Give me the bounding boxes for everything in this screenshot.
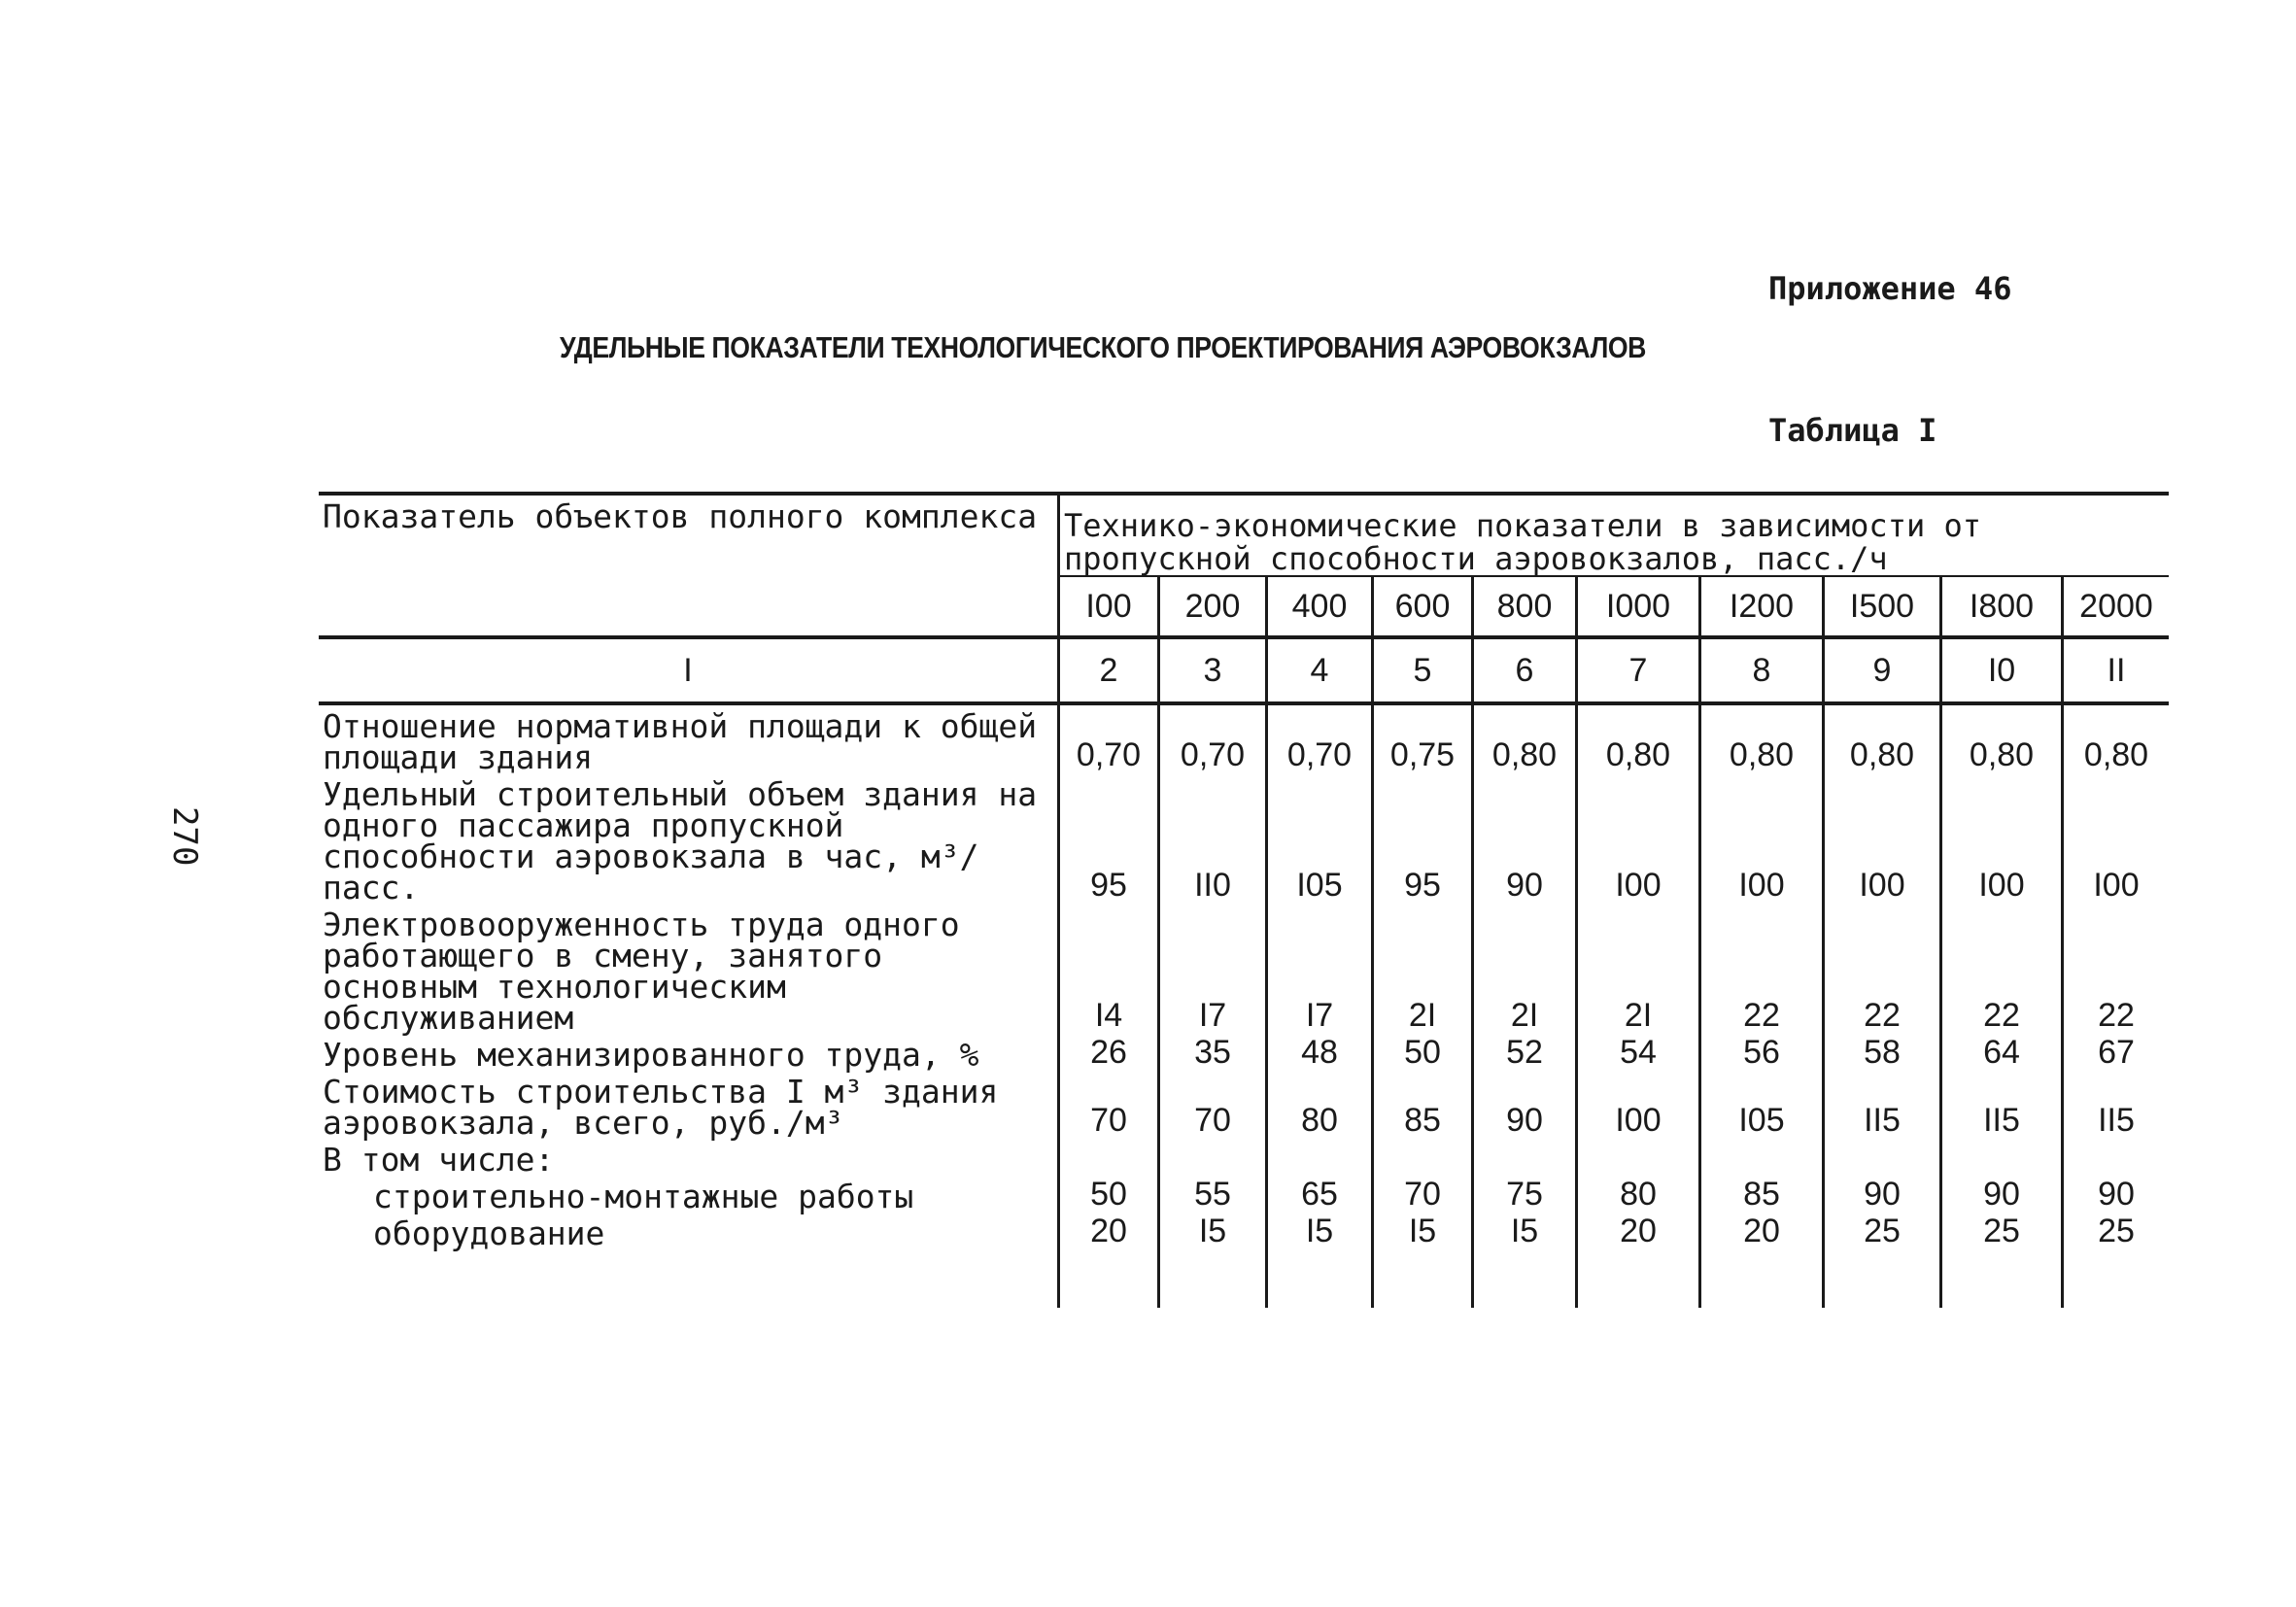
capacity-cell: I200: [1700, 576, 1824, 637]
value-cell: 20: [1577, 1213, 1700, 1249]
page-number: 270: [165, 806, 204, 867]
tail-cell: [1700, 1249, 1824, 1308]
appendix-label: Приложение 46: [1768, 270, 2012, 307]
column-number: I: [319, 637, 1059, 703]
value-cell: 56: [1700, 1034, 1824, 1071]
value-cell: I4: [1059, 904, 1159, 1034]
value-cell: 0,75: [1373, 703, 1473, 773]
value-cell: 80: [1267, 1071, 1373, 1139]
value-cell: I05: [1700, 1071, 1824, 1139]
column-number: 3: [1159, 637, 1267, 703]
capacity-cell: 2000: [2063, 576, 2170, 637]
table-tail: [319, 1249, 2169, 1308]
value-cell: 52: [1473, 1034, 1577, 1071]
tail-cell: [1267, 1249, 1373, 1308]
column-number: 7: [1577, 637, 1700, 703]
table-row: [319, 773, 2169, 904]
value-cell: 25: [1941, 1213, 2063, 1249]
capacity-cell: 600: [1373, 576, 1473, 637]
row-label: Уровень механизированного труда, %: [323, 1036, 979, 1074]
table-header-row: [319, 494, 2169, 576]
value-cell: I7: [1159, 904, 1267, 1034]
value-cell: I7: [1267, 904, 1373, 1034]
value-cell: 80: [1577, 1176, 1700, 1213]
table-row: [319, 1071, 2169, 1139]
value-cell: 0,80: [2063, 703, 2170, 773]
value-cell: [1473, 1139, 1577, 1176]
tail-cell: [1159, 1249, 1267, 1308]
value-cell: II5: [1941, 1071, 2063, 1139]
value-cell: II0: [1159, 773, 1267, 904]
value-cell: 54: [1577, 1034, 1700, 1071]
value-cell: 22: [1824, 904, 1941, 1034]
value-cell: I5: [1373, 1213, 1473, 1249]
value-cell: 22: [2063, 904, 2170, 1034]
value-cell: [1159, 1139, 1267, 1176]
column-number: II: [2063, 637, 2170, 703]
value-cell: I5: [1473, 1213, 1577, 1249]
value-cell: I5: [1159, 1213, 1267, 1249]
table-row: [319, 1034, 2169, 1071]
value-cell: II5: [1824, 1071, 1941, 1139]
value-cell: 0,70: [1059, 703, 1159, 773]
capacity-cell: I800: [1941, 576, 2063, 637]
value-cell: 85: [1373, 1071, 1473, 1139]
row-label: Удельный строительный объем здания на одного пассажира пропускной способности аэровокзала в час, м³/пасс.: [323, 775, 1038, 906]
value-cell: 70: [1373, 1176, 1473, 1213]
value-cell: 64: [1941, 1034, 2063, 1071]
table-row: [319, 904, 2169, 1034]
value-cell: 20: [1700, 1213, 1824, 1249]
value-cell: 65: [1267, 1176, 1373, 1213]
column-number-row: [319, 637, 2169, 703]
capacity-cell: 800: [1473, 576, 1577, 637]
value-cell: [1577, 1139, 1700, 1176]
value-cell: 0,80: [1941, 703, 2063, 773]
tail-cell: [2063, 1249, 2170, 1308]
tail-cell: [319, 1249, 1059, 1308]
value-cell: [1059, 1139, 1159, 1176]
value-cell: 0,70: [1267, 703, 1373, 773]
table-row: [319, 1176, 2169, 1213]
row-label: В том числе:: [323, 1141, 555, 1179]
value-cell: I00: [1941, 773, 2063, 904]
row-label: оборудование: [373, 1214, 605, 1252]
column-number: 5: [1373, 637, 1473, 703]
capacity-cell: I500: [1824, 576, 1941, 637]
tail-cell: [1577, 1249, 1700, 1308]
value-cell: I00: [2063, 773, 2170, 904]
value-cell: 90: [1473, 1071, 1577, 1139]
value-cell: I5: [1267, 1213, 1373, 1249]
value-cell: [2063, 1139, 2170, 1176]
value-cell: I00: [1577, 773, 1700, 904]
value-cell: [1267, 1139, 1373, 1176]
value-cell: 95: [1373, 773, 1473, 904]
value-cell: 0,80: [1824, 703, 1941, 773]
value-cell: [1824, 1139, 1941, 1176]
value-cell: 0,80: [1700, 703, 1824, 773]
value-cell: 2I: [1373, 904, 1473, 1034]
value-cell: II5: [2063, 1071, 2170, 1139]
value-cell: 25: [2063, 1213, 2170, 1249]
value-cell: 0,80: [1577, 703, 1700, 773]
tail-cell: [1824, 1249, 1941, 1308]
header-left: Показатель объектов полного комплекса: [319, 494, 1059, 637]
column-number: 6: [1473, 637, 1577, 703]
value-cell: 20: [1059, 1213, 1159, 1249]
value-cell: 75: [1473, 1176, 1577, 1213]
value-cell: 2I: [1577, 904, 1700, 1034]
value-cell: 2I: [1473, 904, 1577, 1034]
document-title: УДЕЛЬНЫЕ ПОКАЗАТЕЛИ ТЕХНОЛОГИЧЕСКОГО ПРОЕКТИРОВАНИЯ АЭРОВОКЗАЛОВ: [560, 330, 1646, 364]
column-number: 9: [1824, 637, 1941, 703]
capacity-cell: I00: [1059, 576, 1159, 637]
value-cell: 67: [2063, 1034, 2170, 1071]
value-cell: 48: [1267, 1034, 1373, 1071]
capacity-cell: 400: [1267, 576, 1373, 637]
capacity-cell: I000: [1577, 576, 1700, 637]
table-row: [319, 1139, 2169, 1176]
tail-cell: [1059, 1249, 1159, 1308]
value-cell: 26: [1059, 1034, 1159, 1071]
value-cell: 58: [1824, 1034, 1941, 1071]
value-cell: [1373, 1139, 1473, 1176]
column-number: 2: [1059, 637, 1159, 703]
value-cell: 0,70: [1159, 703, 1267, 773]
value-cell: 90: [1473, 773, 1577, 904]
value-cell: I00: [1700, 773, 1824, 904]
column-number: 8: [1700, 637, 1824, 703]
value-cell: [1700, 1139, 1824, 1176]
tail-cell: [1373, 1249, 1473, 1308]
column-number: 4: [1267, 637, 1373, 703]
table-row: [319, 703, 2169, 773]
value-cell: 55: [1159, 1176, 1267, 1213]
value-cell: 35: [1159, 1034, 1267, 1071]
table-label: Таблица I: [1768, 412, 1937, 449]
row-label: Электровооруженность труда одного работающего в смену, занятого основным технологическим обслуживанием: [323, 906, 960, 1037]
value-cell: 90: [2063, 1176, 2170, 1213]
capacity-cell: 200: [1159, 576, 1267, 637]
value-cell: 50: [1059, 1176, 1159, 1213]
table-row: [319, 1213, 2169, 1249]
value-cell: 70: [1059, 1071, 1159, 1139]
value-cell: 22: [1941, 904, 2063, 1034]
value-cell: 85: [1700, 1176, 1824, 1213]
value-cell: I00: [1824, 773, 1941, 904]
header-right: Технико-экономические показатели в зависимости от пропускной способности аэровокзалов, пасс./ч: [1059, 494, 2170, 576]
value-cell: 25: [1824, 1213, 1941, 1249]
value-cell: I05: [1267, 773, 1373, 904]
value-cell: I00: [1577, 1071, 1700, 1139]
row-label: строительно-монтажные работы: [373, 1178, 914, 1215]
tail-cell: [1473, 1249, 1577, 1308]
value-cell: [1941, 1139, 2063, 1176]
value-cell: 50: [1373, 1034, 1473, 1071]
value-cell: 70: [1159, 1071, 1267, 1139]
value-cell: 0,80: [1473, 703, 1577, 773]
tail-cell: [1941, 1249, 2063, 1308]
value-cell: 95: [1059, 773, 1159, 904]
indicators-table: [319, 492, 2169, 1308]
column-number: I0: [1941, 637, 2063, 703]
value-cell: 90: [1824, 1176, 1941, 1213]
value-cell: 90: [1941, 1176, 2063, 1213]
row-label: Стоимость строительства I м³ здания аэровокзала, всего, руб./м³: [323, 1073, 999, 1142]
value-cell: 22: [1700, 904, 1824, 1034]
row-label: Отношение нормативной площади к общей площади здания: [323, 707, 1038, 776]
